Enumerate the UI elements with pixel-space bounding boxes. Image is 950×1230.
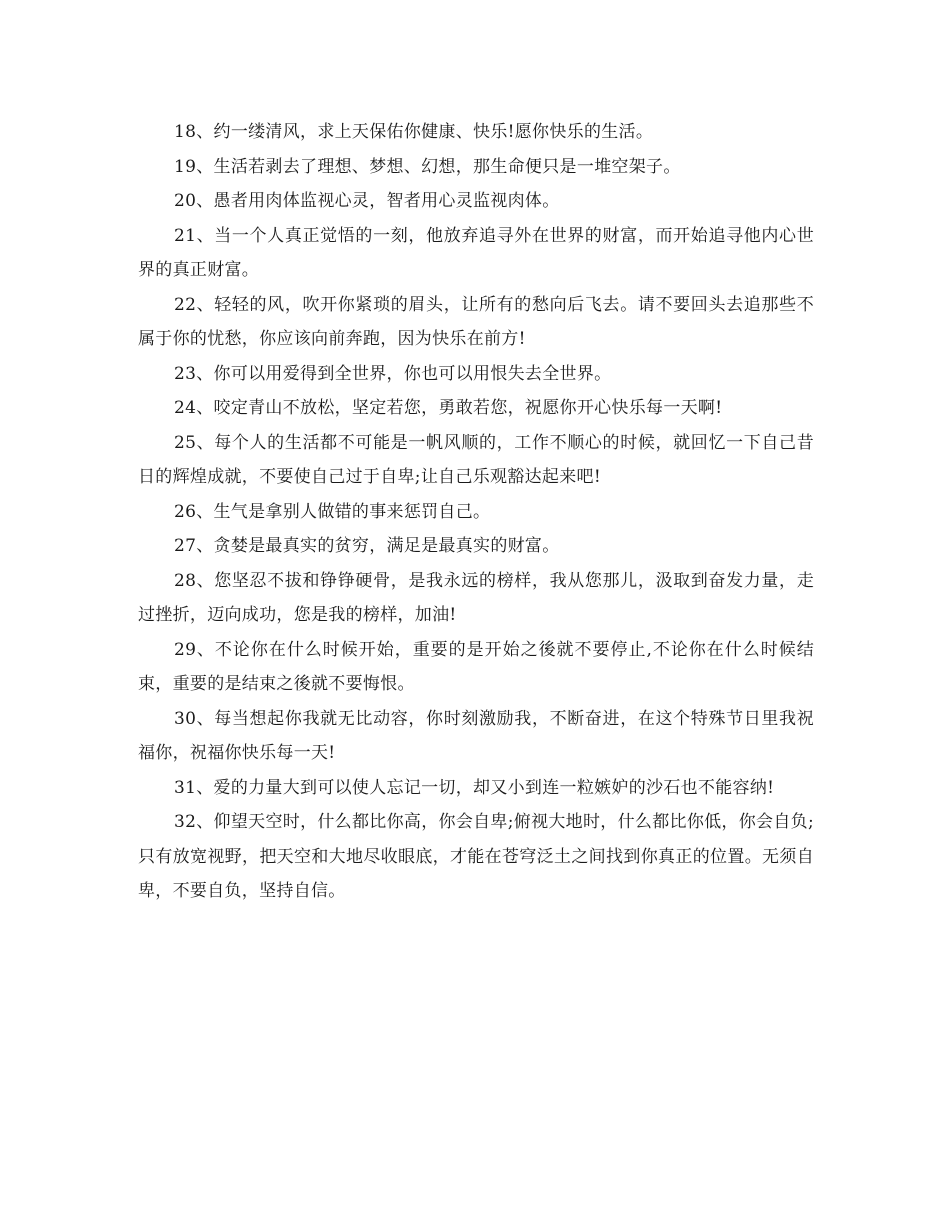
paragraph-27: 27、贪婪是最真实的贫穷，满足是最真实的财富。 — [174, 536, 560, 556]
paragraph-30: 30、每当想起你我就无比动容，你时刻激励我，不断奋进，在这个特殊节日里我祝福你，祝福你快乐每一天! — [138, 708, 814, 763]
paragraph-28: 28、您坚忍不拔和铮铮硬骨，是我永远的榜样，我从您那儿，汲取到奋发力量，走过挫折，迈向成功，您是我的榜样，加油! — [138, 570, 814, 625]
paragraph-24: 24、咬定青山不放松，坚定若您，勇敢若您，祝愿你开心快乐每一天啊! — [174, 398, 723, 418]
paragraph-19: 19、生活若剥去了理想、梦想、幻想，那生命便只是一堆空架子。 — [174, 156, 681, 177]
paragraph-21: 21、当一个人真正觉悟的一刻，他放弃追寻外在世界的财富，而开始追寻他内心世界的真正财富。 — [138, 225, 814, 280]
document-body — [138, 115, 814, 909]
paragraph-18: 18、约一缕清风，求上天保佑你健康、快乐!愿你快乐的生活。 — [174, 122, 654, 142]
paragraph-23: 23、你可以用爱得到全世界，你也可以用恨失去全世界。 — [174, 363, 612, 384]
paragraph-29: 29、不论你在什么时候开始，重要的是开始之後就不要停止,不论你在什么时候结束，重要的是结束之後就不要悔恨。 — [138, 639, 814, 694]
paragraph-20: 20、愚者用肉体监视心灵，智者用心灵监视肉体。 — [174, 191, 560, 211]
paragraph-26: 26、生气是拿别人做错的事来惩罚自己。 — [174, 501, 491, 522]
paragraph-25: 25、每个人的生活都不可能是一帆风顺的，工作不顺心的时候，就回忆一下自己昔日的辉煌成就，不要使自己过于自卑;让自己乐观豁达起来吧! — [138, 432, 814, 487]
paragraph-22: 22、轻轻的风，吹开你紧琐的眉头，让所有的愁向后飞去。请不要回头去追那些不属于你的忧愁，你应该向前奔跑，因为快乐在前方! — [138, 294, 814, 349]
paragraph-31: 31、爱的力量大到可以使人忘记一切，却又小到连一粒嫉妒的沙石也不能容纳! — [174, 777, 775, 798]
paragraph-32: 32、仰望天空时，什么都比你高，你会自卑;俯视大地时，什么都比你低，你会自负;只有放宽视野，把天空和大地尽收眼底，才能在苍穹泛土之间找到你真正的位置。无须自卑，不要自负，坚持自信。 — [138, 812, 814, 901]
